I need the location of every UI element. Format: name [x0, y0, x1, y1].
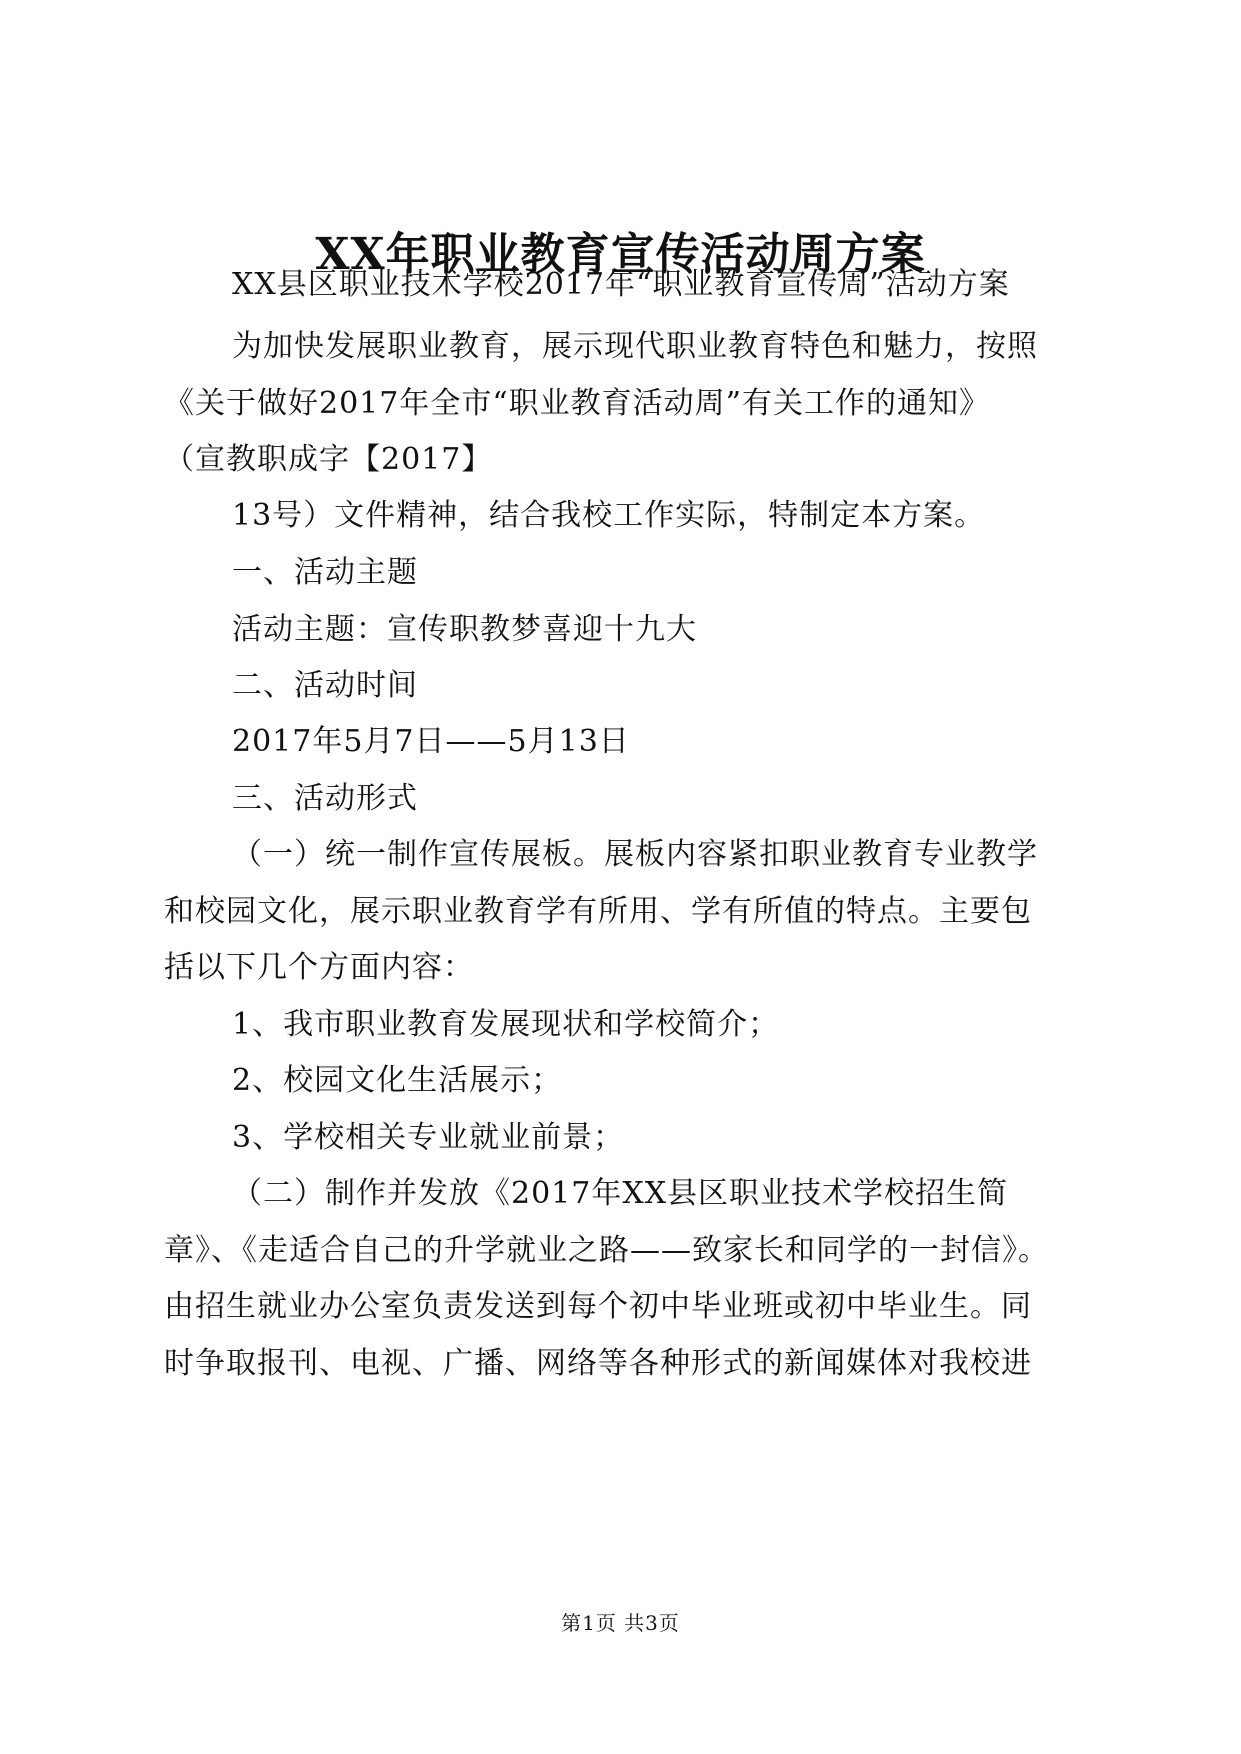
- body-line: 13号）文件精神，结合我校工作实际，特制定本方案。: [232, 498, 986, 533]
- body-line: 时争取报刊、电视、广播、网络等各种形式的新闻媒体对我校进: [164, 1346, 1032, 1381]
- body-line: XX县区职业技术学校2017年“职业教育宣传周”活动方案: [232, 267, 1010, 302]
- body-line: （宣教职成字【2017】: [164, 442, 493, 477]
- section-heading: 二、活动时间: [232, 668, 418, 703]
- list-item: 1、我市职业教育发展现状和学校简介；: [232, 1007, 780, 1042]
- list-item: 2、校园文化生活展示；: [232, 1063, 563, 1098]
- body-line: 由招生就业办公室负责发送到每个初中毕业班或初中毕业生。同: [164, 1289, 1032, 1324]
- document-title: XX年职业教育宣传活动周方案: [315, 229, 926, 280]
- body-line: 为加快发展职业教育，展示现代职业教育特色和魅力，按照: [232, 329, 1038, 364]
- body-line: （一）统一制作宣传展板。展板内容紧扣职业教育专业教学: [232, 837, 1038, 872]
- body-line: 《关于做好2017年全市“职业教育活动周”有关工作的通知》: [164, 386, 991, 421]
- section-heading: 三、活动形式: [232, 781, 418, 816]
- body-line: （二）制作并发放《2017年XX县区职业技术学校招生简: [232, 1176, 1009, 1211]
- body-line: 2017年5月7日——5月13日: [232, 724, 630, 759]
- body-line: 活动主题：宣传职教梦喜迎十九大: [232, 612, 697, 647]
- body-line: 和校园文化，展示职业教育学有所用、学有所值的特点。主要包: [164, 894, 1032, 929]
- body-line: 章》、《走适合自己的升学就业之路——致家长和同学的一封信》。: [164, 1233, 1049, 1268]
- list-item: 3、学校相关专业就业前景；: [232, 1120, 625, 1155]
- page-footer: 第1页 共3页: [561, 1611, 680, 1635]
- section-heading: 一、活动主题: [232, 555, 418, 590]
- body-line: 括以下几个方面内容：: [164, 950, 474, 985]
